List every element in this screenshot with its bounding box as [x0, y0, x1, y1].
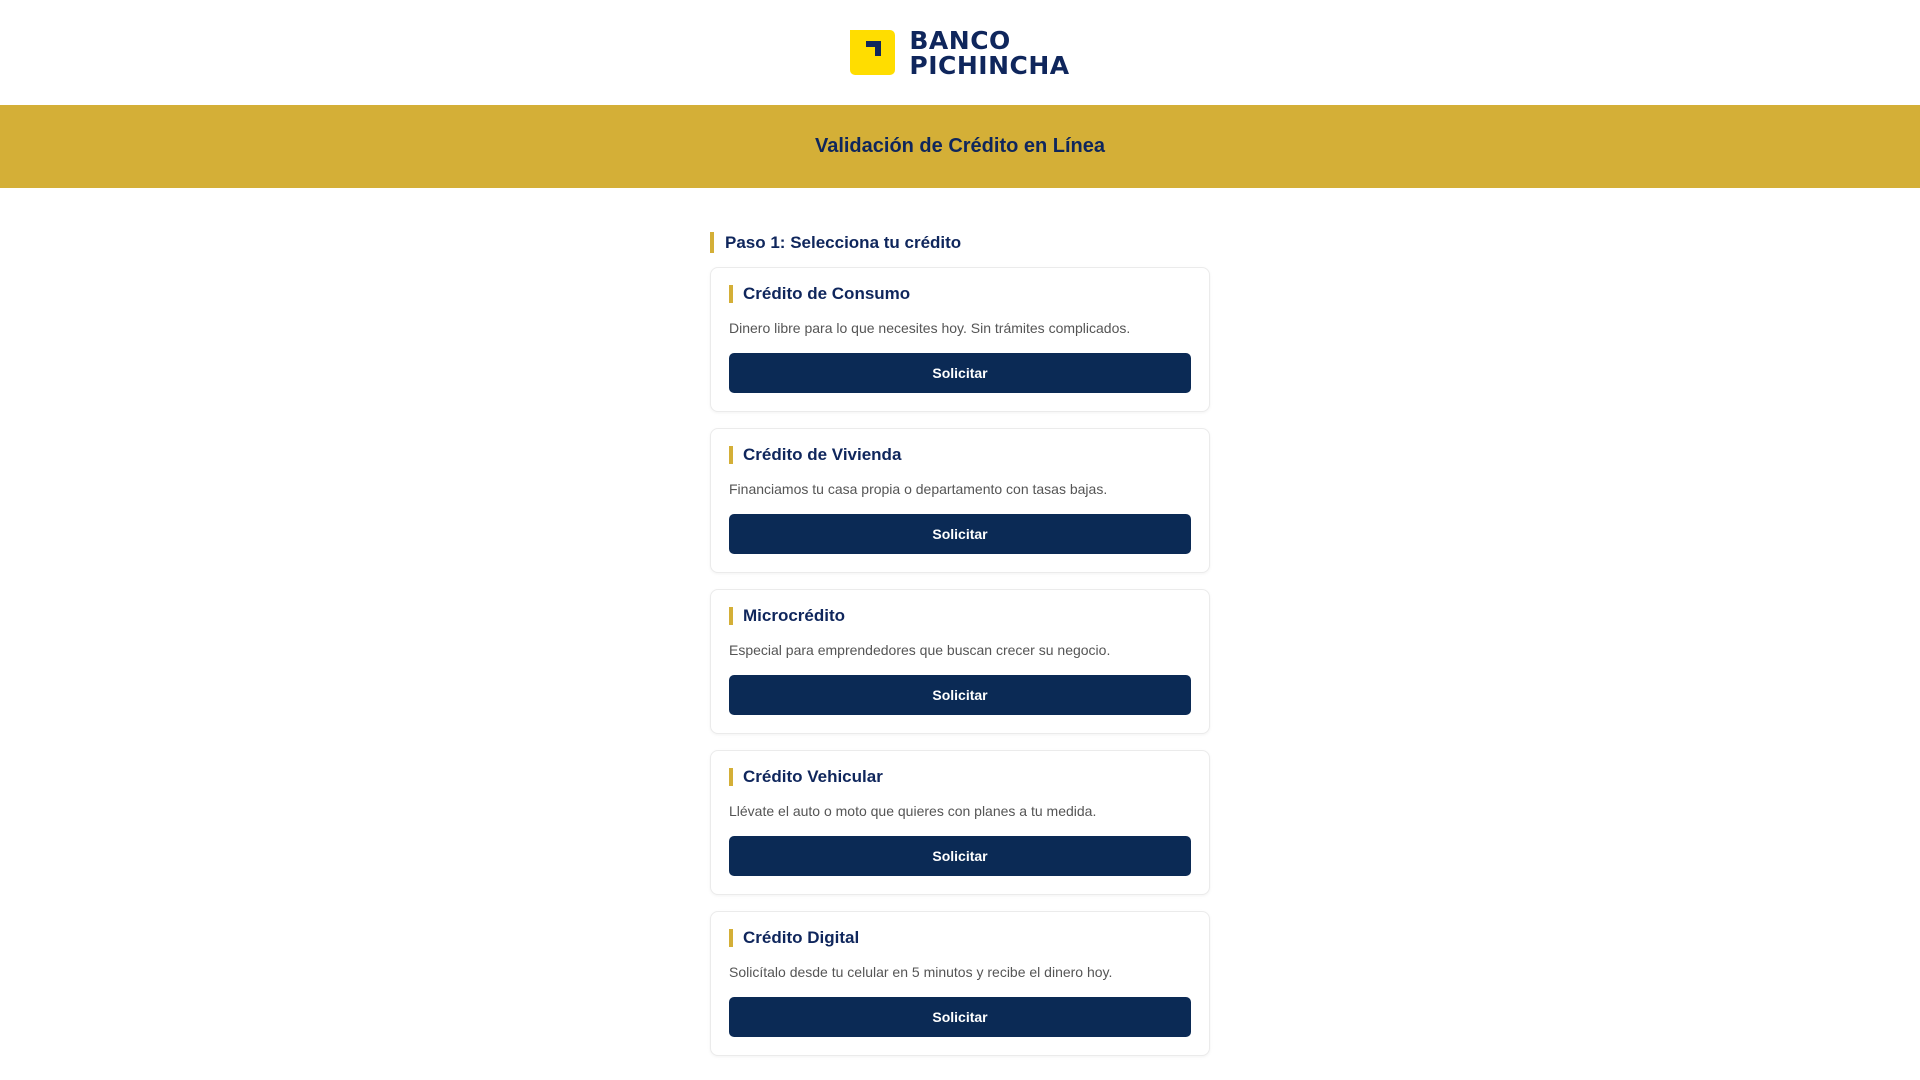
credit-card-consumo: [710, 267, 1210, 412]
credit-card-vivienda: [710, 428, 1210, 573]
credit-card-title: Crédito de Vivienda: [729, 446, 1191, 464]
logo-line-2: PICHINCHA: [909, 50, 1070, 80]
credit-card-description: Dinero libre para lo que necesites hoy. Sin trámites complicados.: [729, 320, 1131, 336]
credit-card-digital: [710, 911, 1210, 1056]
credit-card-description: Llévate el auto o moto que quieres con planes a tu medida.: [729, 803, 1097, 819]
solicitar-microcredito-button[interactable]: Solicitar: [729, 675, 1191, 715]
step-title: Paso 1: Selecciona tu crédito: [710, 232, 1210, 253]
bank-logo[interactable]: [850, 25, 1070, 80]
page-title: Validación de Crédito en Línea: [814, 135, 1106, 157]
solicitar-vivienda-button[interactable]: Solicitar: [729, 514, 1191, 554]
credit-card-description: Financiamos tu casa propia o departamento con tasas bajas.: [729, 481, 1108, 497]
main-content: [710, 188, 1210, 1056]
banco-pichincha-logo-icon: [850, 30, 895, 75]
solicitar-consumo-button[interactable]: Solicitar: [729, 353, 1191, 393]
credit-card-title: Crédito Vehicular: [729, 768, 1191, 786]
solicitar-vehicular-button[interactable]: Solicitar: [729, 836, 1191, 876]
credit-card-title: Crédito Digital: [729, 929, 1191, 947]
credit-card-title: Microcrédito: [729, 607, 1191, 625]
credit-card-description: Solicítalo desde tu celular en 5 minutos y recibe el dinero hoy.: [729, 964, 1113, 980]
top-header: [0, 0, 1920, 105]
logo-wordmark: [909, 25, 1070, 80]
credit-card-title: Crédito de Consumo: [729, 285, 1191, 303]
credit-card-description: Especial para emprendedores que buscan crecer su negocio.: [729, 642, 1111, 658]
solicitar-digital-button[interactable]: Solicitar: [729, 997, 1191, 1037]
credit-card-vehicular: [710, 750, 1210, 895]
logo-line-1: BANCO: [909, 25, 1011, 55]
credit-card-microcredito: [710, 589, 1210, 734]
title-banner: [0, 105, 1920, 188]
